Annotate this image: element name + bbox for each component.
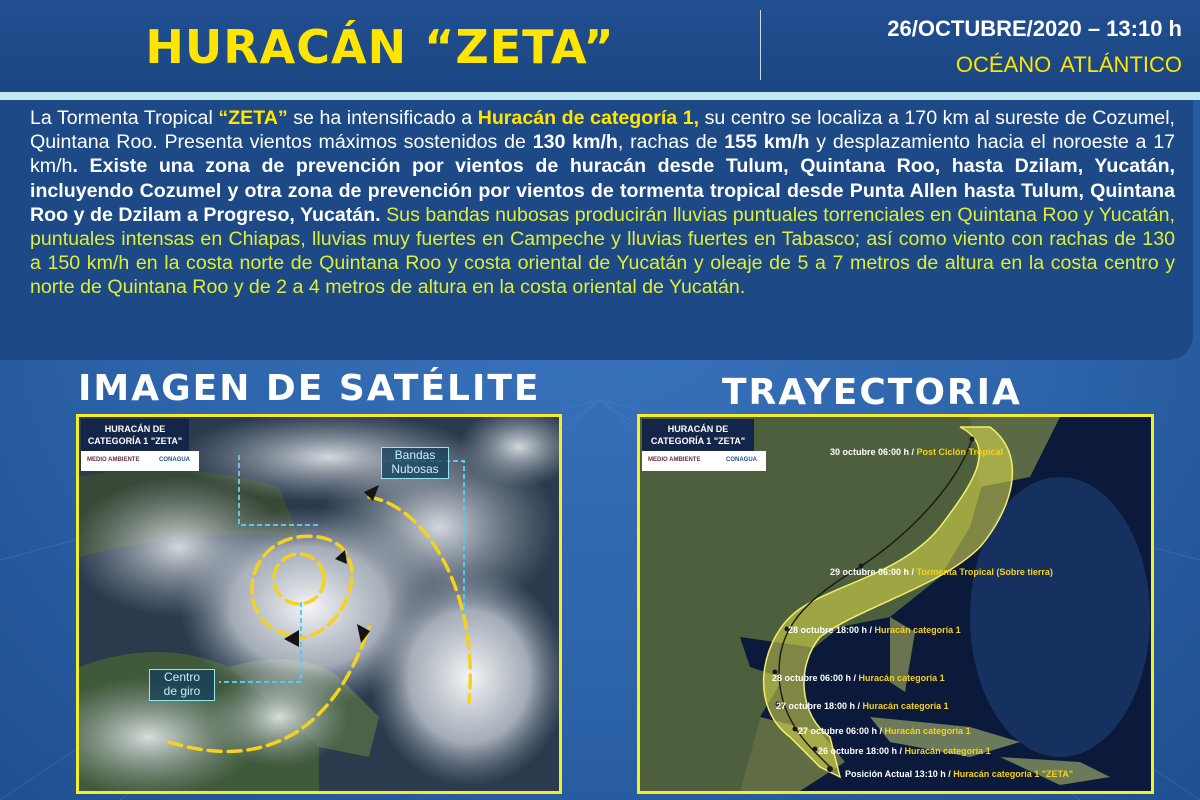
date-time: 26/OCTUBRE/2020 – 13:10 h bbox=[887, 16, 1182, 41]
accent-bar bbox=[0, 92, 1200, 100]
desc-storm-name: “ZETA” bbox=[218, 107, 288, 129]
current-position-annotation: Posición Actual 13:10 h / Huracán categoría 1 "ZETA" bbox=[845, 769, 1074, 779]
bulletin-text bbox=[30, 106, 1175, 300]
satellite-section-title: IMAGEN DE SATÉLITE bbox=[78, 368, 541, 409]
satellite-logos bbox=[81, 451, 199, 471]
desc-part: se ha intensificado a bbox=[287, 107, 478, 129]
forecast-point-annotation: 27 octubre 06:00 h / Huracán categoría 1 bbox=[798, 726, 971, 736]
satellite-label-box bbox=[81, 419, 189, 451]
medio-ambiente-logo: MEDIO AMBIENTE bbox=[648, 457, 701, 463]
desc-max-wind: 130 km/h bbox=[532, 131, 618, 154]
trajectory-label-line2: CATEGORÍA 1 "ZETA" bbox=[650, 436, 746, 446]
trajectory-section-title: TRAYECTORIA bbox=[722, 372, 1022, 413]
satellite-image bbox=[79, 417, 559, 791]
conagua-logo: CONAGUA bbox=[726, 457, 757, 463]
page-title: HURACÁN “ZETA” bbox=[145, 20, 615, 74]
forecast-point-annotation: 30 octubre 06:00 h / Post Ciclón Tropical bbox=[830, 447, 1004, 457]
ocean-region: OCÉANO ATLÁNTICO bbox=[955, 52, 1182, 77]
conagua-logo: CONAGUA bbox=[159, 457, 190, 463]
desc-part: y desplazamiento hacia el noroeste a 17 km/h bbox=[30, 131, 1175, 178]
forecast-point-annotation: 26 octubre 18:00 h / Huracán categoría 1 bbox=[818, 746, 991, 756]
desc-rain-forecast: Sus bandas nubosas producirán lluvias puntuales torrenciales en Quintana Roo y Yucatán, puntuales intensas en Chiapas, lluvias muy fuertes en Campeche y lluvias fuertes en Tabasco; así como viento con rachas de 130 a 150 km/h en la costa norte de Quintana Roo y costa oriental de Yucatán y oleaje de 5 a 7 metros de altura en la costa centro y norte de Quintana Roo y de 2 a 4 metros de altura en la costa oriental de Yucatán. bbox=[30, 203, 1175, 299]
desc-gusts: 155 km/h bbox=[724, 131, 810, 154]
callout-bands-line1: Bandas bbox=[394, 448, 436, 462]
satellite-image-panel bbox=[76, 414, 562, 794]
desc-part: , rachas de bbox=[617, 131, 725, 154]
forecast-point-annotation: 28 octubre 06:00 h / Huracán categoría 1 bbox=[772, 673, 945, 683]
desc-part: su centro se localiza a 170 km al sureste de Cozumel, Quintana Roo. Presenta vientos máximos sostenidos de bbox=[30, 107, 1175, 154]
trajectory-label-line1: HURACÁN DE bbox=[667, 424, 729, 434]
callout-center-line2: de giro bbox=[163, 684, 201, 698]
forecast-point-annotation: 27 octubre 18:00 h / Huracán categoría 1 bbox=[776, 701, 949, 711]
desc-part: La Tormenta Tropical bbox=[30, 107, 219, 129]
satellite-label-line1: HURACÁN DE bbox=[104, 424, 166, 434]
callout-bandas-nubosas bbox=[381, 447, 449, 479]
trajectory-label-box bbox=[642, 419, 754, 451]
forecast-point-annotation: 29 octubre 06:00 h / Tormenta Tropical (Sobre tierra) bbox=[830, 567, 1053, 577]
header-divider bbox=[760, 10, 761, 80]
forecast-point-annotation: 28 octubre 18:00 h / Huracán categoría 1 bbox=[788, 625, 961, 635]
trajectory-map-panel bbox=[637, 414, 1154, 794]
desc-category: Huracán de categoría 1, bbox=[477, 107, 700, 129]
callout-center-line1: Centro bbox=[163, 670, 201, 684]
header-bar bbox=[0, 0, 1200, 92]
callout-bands-line2: Nubosas bbox=[391, 462, 439, 476]
callout-centro-de-giro bbox=[149, 669, 215, 701]
trajectory-logos bbox=[642, 451, 766, 471]
desc-warnings: . Existe una zona de prevención por vientos de huracán desde Tulum, Quintana Roo, hasta Dzilam, Yucatán, incluyendo Cozumel y otra zona de prevención por vientos de tormenta tropical desde Punta Allen hasta Tulum, Quintana Roo y de Dzilam a Progreso, Yucatán. bbox=[30, 155, 1175, 226]
medio-ambiente-logo: MEDIO AMBIENTE bbox=[87, 457, 140, 463]
satellite-label-line2: CATEGORÍA 1 "ZETA" bbox=[87, 436, 183, 446]
